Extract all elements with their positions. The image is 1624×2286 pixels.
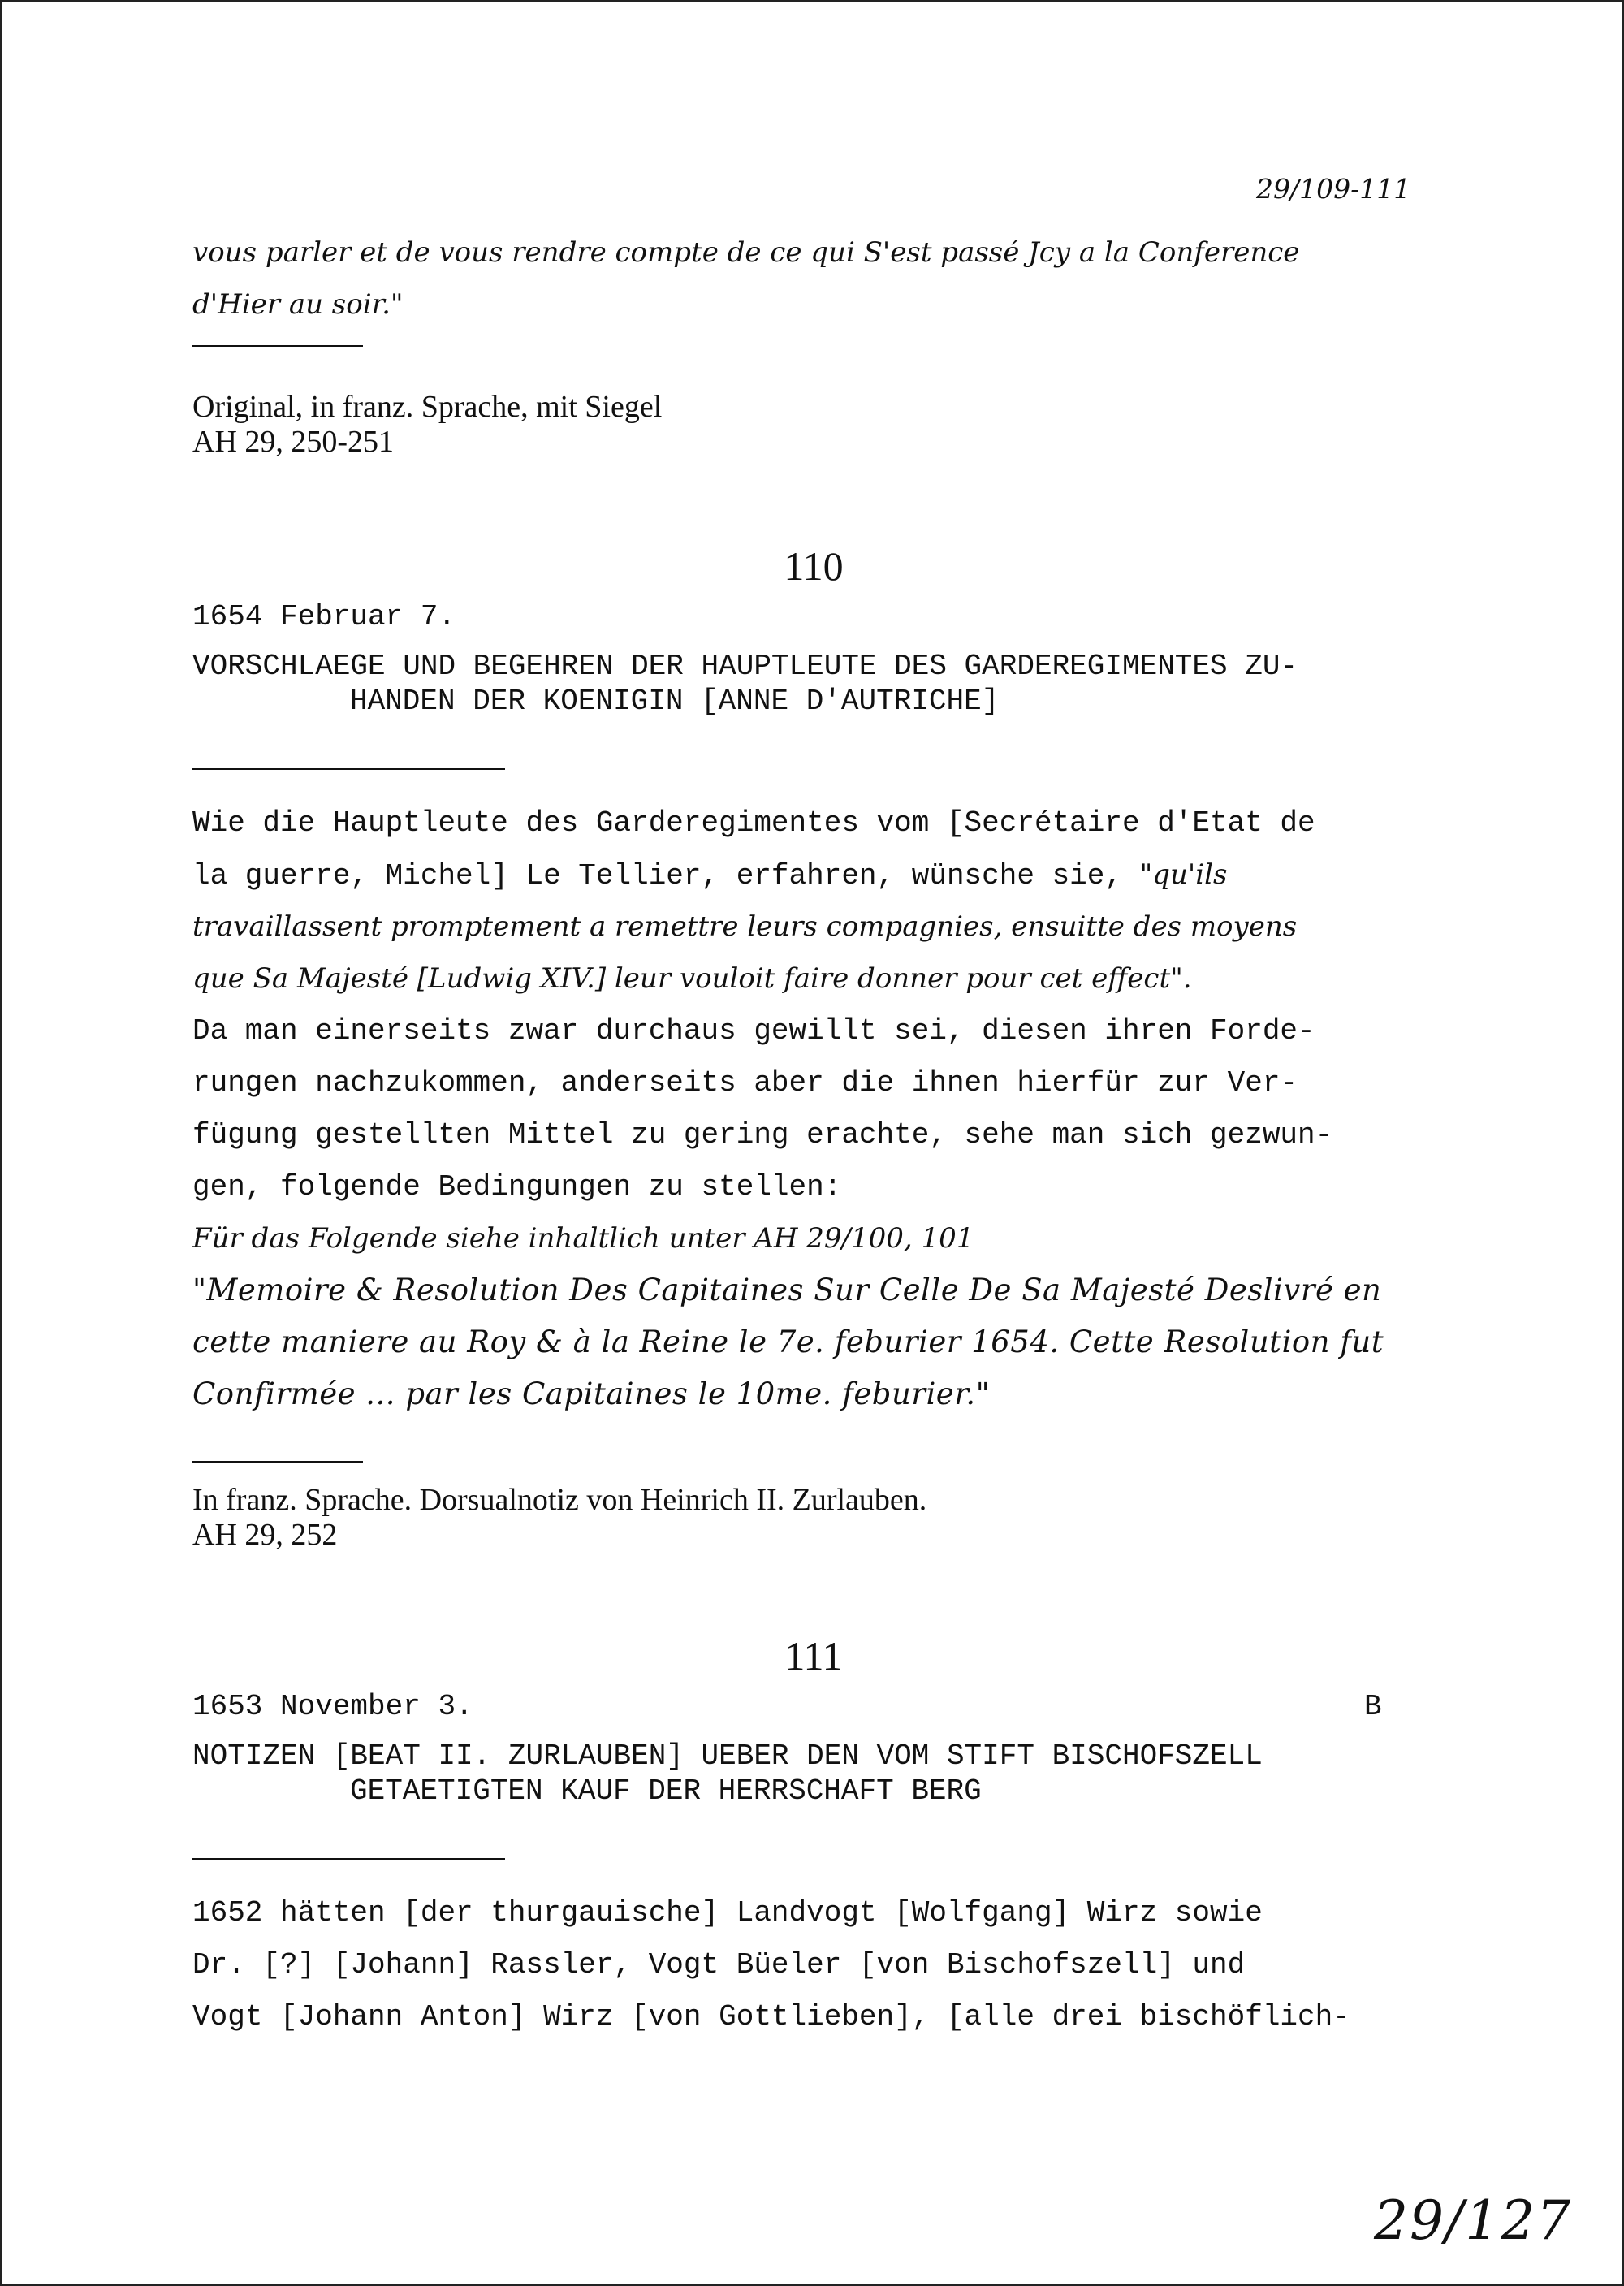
document-number: 110 xyxy=(784,543,844,589)
document-title: HANDEN DER KOENIGIN [ANNE D'AUTRICHE] xyxy=(350,685,1000,718)
source-note: AH 29, 252 xyxy=(192,1518,338,1552)
divider-rule xyxy=(192,345,363,347)
body-text: la guerre, Michel] Le Tellier, erfahren, wünsche sie, xyxy=(192,859,1140,892)
editor-note: Für das Folgende siehe inhaltlich unter AH 29/100, 101 xyxy=(192,1222,974,1255)
document-number: 111 xyxy=(784,1633,843,1679)
quote-line: vous parler et de vous rendre compte de ce qui S'est passé Jcy a la Conference xyxy=(192,236,1300,269)
document-title: GETAETIGTEN KAUF DER HERRSCHAFT BERG xyxy=(350,1774,982,1808)
handwritten-folio-number: 29/127 xyxy=(1374,2189,1573,2252)
document-mark: B xyxy=(1364,1690,1382,1723)
body-line: rungen nachzukommen, anderseits aber die ihnen hierfür zur Ver- xyxy=(192,1066,1298,1100)
body-line: gen, folgende Bedingungen zu stellen: xyxy=(192,1170,842,1203)
source-note: AH 29, 250-251 xyxy=(192,425,395,459)
dorsal-note-line: cette maniere au Roy & à la Reine le 7e. feburier 1654. Cette Resolution fut xyxy=(192,1324,1384,1359)
source-note: In franz. Sprache. Dorsualnotiz von Heinrich II. Zurlauben. xyxy=(192,1483,927,1517)
quote-line: travaillassent promptement a remettre leurs compagnies, ensuitte des moyens xyxy=(192,910,1298,943)
document-date: 1653 November 3. xyxy=(192,1690,473,1723)
body-line: Wie die Hauptleute des Garderegimentes vom [Secrétaire d'Etat de xyxy=(192,806,1315,840)
body-line: fügung gestellten Mittel zu gering erachte, sehe man sich gezwun- xyxy=(192,1118,1333,1152)
body-line xyxy=(192,858,1228,892)
divider-rule xyxy=(192,1858,505,1860)
dorsal-note-line: Confirmée ... par les Capitaines le 10me. feburier." xyxy=(192,1376,991,1411)
body-line: Dr. [?] [Johann] Rassler, Vogt Büeler [von Bischofszell] und xyxy=(192,1948,1246,1981)
quote-start: "qu'ils xyxy=(1139,858,1228,891)
page-reference: 29/109-111 xyxy=(1256,173,1411,205)
quote-line: d'Hier au soir." xyxy=(192,288,404,321)
document-title: VORSCHLAEGE UND BEGEHREN DER HAUPTLEUTE DES GARDEREGIMENTES ZU- xyxy=(192,650,1298,683)
body-line: Da man einerseits zwar durchaus gewillt sei, diesen ihren Forde- xyxy=(192,1014,1315,1048)
divider-rule xyxy=(192,1461,363,1463)
dorsal-note-line: "Memoire & Resolution Des Capitaines Sur Celle De Sa Majesté Deslivré en xyxy=(192,1273,1382,1307)
divider-rule xyxy=(192,768,505,770)
source-note: Original, in franz. Sprache, mit Siegel xyxy=(192,390,663,424)
quote-line: que Sa Majesté [Ludwig XIV.] leur vouloit faire donner pour cet effect". xyxy=(192,962,1192,995)
document-date: 1654 Februar 7. xyxy=(192,600,456,633)
body-line: Vogt [Johann Anton] Wirz [von Gottlieben], [alle drei bischöflich- xyxy=(192,2000,1350,2033)
document-title: NOTIZEN [BEAT II. ZURLAUBEN] UEBER DEN VOM STIFT BISCHOFSZELL xyxy=(192,1739,1263,1773)
body-line: 1652 hätten [der thurgauische] Landvogt [Wolfgang] Wirz sowie xyxy=(192,1896,1263,1929)
